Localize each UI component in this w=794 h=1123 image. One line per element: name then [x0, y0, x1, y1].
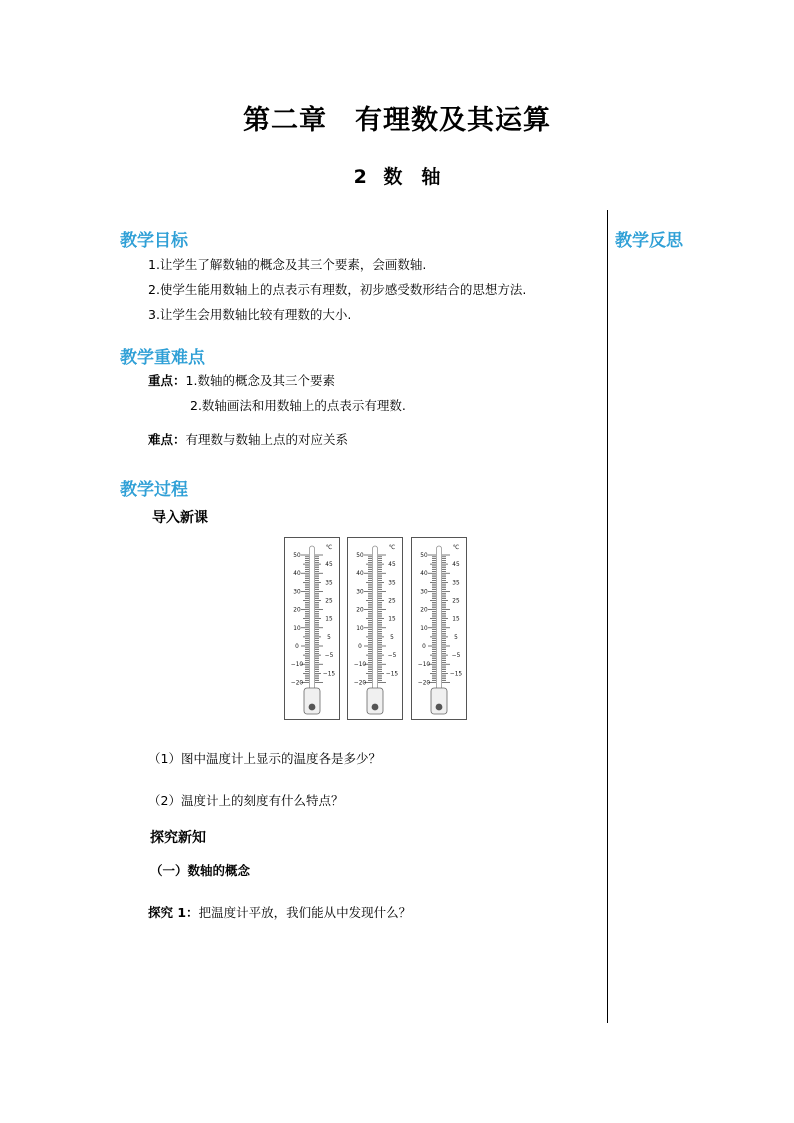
scale-label-left: 10	[420, 625, 428, 632]
scale-label-right: 15	[325, 616, 333, 623]
scale-label-left: 50	[356, 553, 364, 559]
scale-label-left: 10	[356, 625, 364, 632]
scale-label-right: −15	[322, 671, 336, 678]
scale-label-left: −10	[417, 662, 431, 669]
key-item-2: 2.数轴画法和用数轴上的点表示有理数.	[190, 398, 406, 413]
scale-label-left: 50	[293, 553, 301, 559]
scale-label-left: 0	[295, 644, 299, 650]
thermometer-bulb	[309, 704, 316, 711]
celsius-unit-label: ℃	[388, 545, 396, 551]
question-1: （1）图中温度计上显示的温度各是多少？	[148, 751, 381, 766]
objective-item-1: 1.让学生了解数轴的概念及其三个要素，会画数轴.	[148, 257, 427, 272]
intro-label: 导入新课	[152, 510, 208, 526]
scale-label-left: 40	[356, 571, 364, 578]
scale-label-right: 25	[388, 598, 396, 605]
key-item-1: 1.数轴的概念及其三个要素	[185, 373, 335, 388]
scale-label-right: 25	[325, 598, 333, 605]
key-label: 重点：	[148, 373, 186, 388]
thermometer-1	[284, 537, 340, 720]
celsius-unit-label: ℃	[325, 545, 333, 551]
difficult-label: 难点：	[148, 432, 186, 447]
thermometer-bulb	[436, 704, 443, 711]
scale-label-right: −5	[387, 653, 397, 660]
scale-label-right: 35	[452, 580, 460, 587]
thermometer-3	[411, 537, 467, 720]
scale-label-right: 5	[327, 634, 331, 641]
scale-label-left: 20	[356, 607, 364, 614]
scale-label-right: 15	[452, 616, 460, 623]
scale-label-left: −20	[417, 680, 431, 687]
thermometer-tube	[373, 546, 378, 696]
key-point-line-1	[148, 373, 335, 389]
objective-item-2: 2.使学生能用数轴上的点表示有理数，初步感受数形结合的思想方法.	[148, 282, 527, 297]
scale-label-left: 50	[420, 553, 428, 559]
scale-label-left: 40	[420, 571, 428, 578]
question-2: （2）温度计上的刻度有什么特点？	[148, 793, 344, 808]
scale-label-left: 30	[420, 589, 428, 596]
difficult-text: 有理数与数轴上点的对应关系	[185, 432, 349, 447]
scale-label-right: −5	[324, 653, 334, 660]
reflection-heading: 教学反思	[615, 231, 683, 251]
celsius-unit-label: ℃	[452, 545, 460, 551]
scale-label-left: 20	[293, 607, 301, 614]
scale-label-left: 0	[358, 644, 362, 650]
subsection-label: （一）数轴的概念	[150, 863, 251, 878]
scale-label-left: 10	[293, 625, 301, 632]
thermometer-2	[347, 537, 403, 720]
scale-label-right: 5	[390, 634, 394, 641]
difficult-point-line	[148, 432, 348, 448]
scale-label-right: −15	[449, 671, 463, 678]
process-heading: 教学过程	[120, 480, 188, 500]
scale-label-left: 20	[420, 607, 428, 614]
scale-label-left: 30	[356, 589, 364, 596]
thermometer-bulb	[372, 704, 379, 711]
explore-label: 探究新知	[150, 830, 206, 846]
scale-label-right: 15	[388, 616, 396, 623]
chapter-title: 第二章 有理数及其运算	[243, 105, 551, 136]
explore-1-label: 探究 1：	[148, 905, 199, 920]
scale-label-left: −10	[290, 662, 304, 669]
scale-label-right: 25	[452, 598, 460, 605]
scale-label-right: 35	[388, 580, 396, 587]
scale-label-right: 5	[454, 634, 458, 641]
scale-label-right: 45	[452, 562, 460, 569]
scale-label-left: −10	[353, 662, 367, 669]
thermometer-tube	[437, 546, 442, 696]
scale-label-right: −15	[385, 671, 399, 678]
thermometer-graphic	[285, 538, 339, 719]
column-divider	[607, 210, 608, 1023]
scale-label-left: 40	[293, 571, 301, 578]
objective-item-3: 3.让学生会用数轴比较有理数的大小.	[148, 307, 352, 322]
scale-label-left: −20	[353, 680, 367, 687]
scale-label-left: −20	[290, 680, 304, 687]
scale-label-left: 0	[422, 644, 426, 650]
scale-label-right: −5	[451, 653, 461, 660]
scale-label-right: 35	[325, 580, 333, 587]
scale-label-right: 45	[325, 562, 333, 569]
objectives-heading: 教学目标	[120, 231, 188, 251]
explore-1-line	[148, 905, 411, 921]
thermometer-graphic	[348, 538, 402, 719]
scale-label-left: 30	[293, 589, 301, 596]
scale-label-right: 45	[388, 562, 396, 569]
key-points-heading: 教学重难点	[120, 348, 205, 368]
explore-1-text: 把温度计平放，我们能从中发现什么？	[198, 905, 412, 920]
thermometer-tube	[310, 546, 315, 696]
thermometer-graphic	[412, 538, 466, 719]
section-title: 2 数 轴	[353, 166, 441, 188]
